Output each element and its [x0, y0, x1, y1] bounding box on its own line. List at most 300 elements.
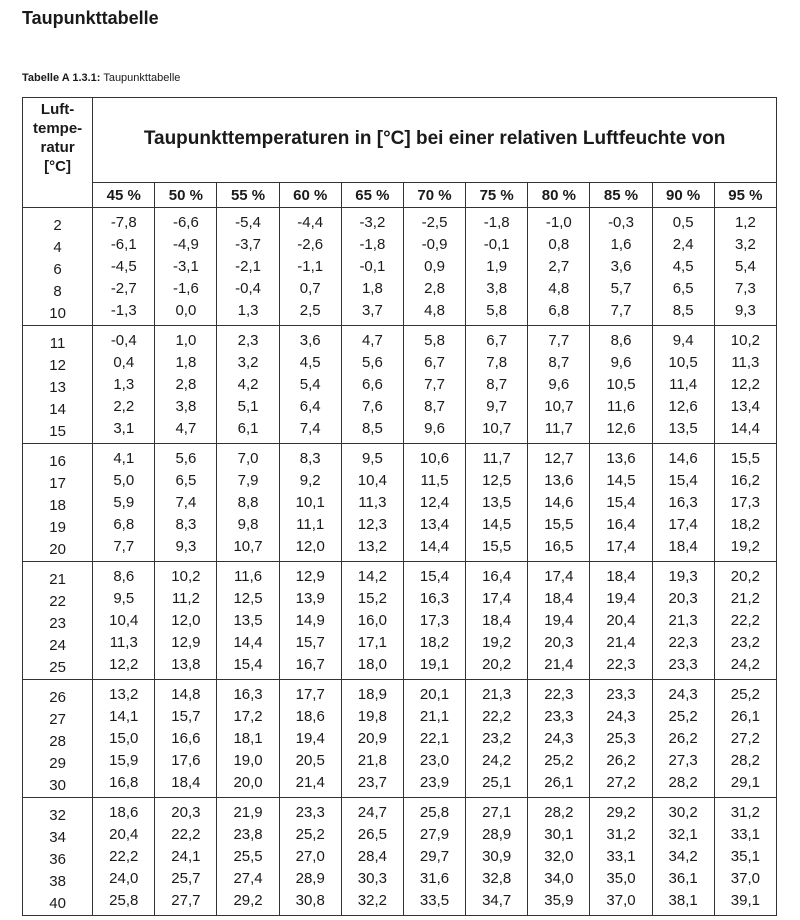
dewpoint-value: 7,3 — [734, 280, 756, 297]
dewpoint-value: -5,4 — [235, 214, 261, 231]
air-temperature-value: 40 — [49, 895, 66, 912]
table-row-group — [23, 798, 777, 916]
dewpoint-value: 2,2 — [113, 398, 135, 415]
dewpoint-value: 5,6 — [175, 450, 197, 467]
dewpoint-value: 16,2 — [730, 472, 760, 489]
dewpoint-value: 25,7 — [171, 870, 201, 887]
dewpoint-cell — [714, 562, 776, 680]
dewpoint-value: 23,7 — [357, 774, 387, 791]
air-temperature-value: 11 — [49, 335, 66, 352]
dewpoint-value: 5,1 — [237, 398, 259, 415]
dewpoint-value: 27,2 — [606, 774, 636, 791]
dewpoint-value: 12,2 — [109, 656, 139, 673]
dewpoint-value: 12,3 — [357, 516, 387, 533]
dewpoint-value: 28,2 — [730, 752, 760, 769]
air-temperature-value: 23 — [49, 615, 66, 632]
dewpoint-value: 4,1 — [113, 450, 135, 467]
dewpoint-value: 5,4 — [734, 258, 756, 275]
dewpoint-value: 21,4 — [295, 774, 325, 791]
dewpoint-cell — [341, 562, 403, 680]
dewpoint-value: 2,5 — [299, 302, 321, 319]
dewpoint-value: 20,4 — [109, 826, 139, 843]
dewpoint-value: -3,7 — [235, 236, 261, 253]
dewpoint-cell — [403, 798, 465, 916]
dewpoint-value: 7,7 — [113, 538, 135, 555]
dewpoint-cell — [466, 208, 528, 326]
dewpoint-value: 35,9 — [544, 892, 574, 909]
dewpoint-value: 17,3 — [730, 494, 760, 511]
dewpoint-value: 32,0 — [544, 848, 574, 865]
dewpoint-cell — [93, 326, 155, 444]
dewpoint-value: 33,5 — [419, 892, 450, 909]
dewpoint-value: 21,3 — [668, 612, 698, 629]
dewpoint-value: 10,4 — [357, 472, 387, 489]
dewpoint-value: 8,3 — [299, 450, 321, 467]
dewpoint-value: -6,1 — [110, 236, 137, 253]
dewpoint-cell — [155, 680, 217, 798]
humidity-column-header: 70 % — [403, 183, 465, 208]
dewpoint-value: 30,1 — [544, 826, 574, 843]
dewpoint-value: 9,3 — [734, 302, 756, 319]
dewpoint-value: 16,4 — [606, 516, 636, 533]
air-temperature-header-line: Luft- — [40, 101, 75, 118]
dewpoint-value: 14,4 — [730, 420, 760, 437]
air-temperature-value: 4 — [53, 239, 62, 256]
dewpoint-value: 19,3 — [668, 568, 698, 585]
dewpoint-value: 20,9 — [357, 730, 387, 747]
air-temperature-cell — [23, 208, 93, 326]
table-body — [23, 208, 777, 916]
dewpoint-value: -2,1 — [235, 258, 261, 275]
dewpoint-value: 13,8 — [171, 656, 201, 673]
dewpoint-value: 11,5 — [420, 472, 449, 489]
dewpoint-value: 3,1 — [113, 420, 135, 437]
dewpoint-value: 20,3 — [668, 590, 698, 607]
humidity-column-header: 75 % — [466, 183, 528, 208]
humidity-column-header: 45 % — [93, 183, 155, 208]
dewpoint-cell — [590, 208, 652, 326]
dewpoint-value: 34,7 — [482, 892, 512, 909]
air-temperature-value: 34 — [49, 829, 66, 846]
dewpoint-value: 22,2 — [171, 826, 201, 843]
dewpoint-value: 2,8 — [175, 376, 197, 393]
air-temperature-value: 36 — [49, 851, 66, 868]
dewpoint-value: 22,3 — [606, 656, 636, 673]
dewpoint-value: 32,8 — [482, 870, 512, 887]
table-caption-text: Taupunkttabelle — [100, 72, 181, 84]
dewpoint-value: 12,0 — [171, 612, 201, 629]
dewpoint-cell — [528, 208, 590, 326]
dewpoint-value: 13,5 — [233, 612, 263, 629]
dewpoint-value: 23,0 — [419, 752, 450, 769]
table-row-group — [23, 680, 777, 798]
dewpoint-cell — [652, 326, 714, 444]
dewpoint-cell — [590, 798, 652, 916]
dewpoint-value: 12,6 — [668, 398, 698, 415]
humidity-column-header: 65 % — [341, 183, 403, 208]
dewpoint-value: 9,6 — [610, 354, 632, 371]
dewpoint-cell — [341, 326, 403, 444]
humidity-column-header: 80 % — [528, 183, 590, 208]
dewpoint-value: 26,1 — [730, 708, 760, 725]
dewpoint-value: 20,1 — [419, 686, 450, 703]
dewpoint-value: 21,3 — [482, 686, 512, 703]
dewpoint-cell — [403, 444, 465, 562]
dewpoint-value: 0,9 — [424, 258, 445, 275]
dewpoint-value: 15,4 — [419, 568, 450, 585]
dewpoint-value: 1,9 — [486, 258, 508, 275]
dewpoint-value: 13,2 — [109, 686, 139, 703]
dewpoint-value: -2,6 — [297, 236, 324, 253]
dewpoint-value: 9,5 — [361, 450, 383, 467]
dewpoint-value: 12,2 — [730, 376, 760, 393]
dewpoint-value: 11,7 — [482, 450, 511, 467]
dewpoint-value: 16,3 — [233, 686, 263, 703]
dewpoint-value: 4,8 — [548, 280, 570, 297]
dewpoint-value: 18,4 — [482, 612, 512, 629]
page-title: Taupunkttabelle — [22, 8, 159, 28]
dewpoint-value: 27,0 — [295, 848, 325, 865]
dewpoint-cell — [279, 326, 341, 444]
air-temperature-value: 22 — [49, 593, 66, 610]
dewpoint-value: 18,4 — [544, 590, 574, 607]
dewpoint-value: 23,3 — [606, 686, 636, 703]
dewpoint-cell — [403, 680, 465, 798]
dewpoint-value: 19,4 — [544, 612, 574, 629]
dewpoint-table — [22, 97, 777, 916]
dewpoint-value: 4,5 — [299, 354, 321, 371]
dewpoint-value: 12,5 — [233, 590, 263, 607]
dewpoint-value: -6,6 — [172, 214, 199, 231]
dewpoint-value: 5,4 — [299, 376, 321, 393]
dewpoint-value: 15,7 — [171, 708, 201, 725]
dewpoint-value: 25,1 — [482, 774, 512, 791]
dewpoint-value: 8,7 — [548, 354, 570, 371]
dewpoint-value: 10,2 — [730, 332, 760, 349]
dewpoint-value: 8,3 — [175, 516, 197, 533]
dewpoint-value: 12,9 — [295, 568, 325, 585]
air-temperature-value: 20 — [49, 541, 66, 558]
dewpoint-value: 8,6 — [113, 568, 135, 585]
humidity-column-header: 85 % — [590, 183, 652, 208]
air-temperature-value: 27 — [49, 711, 66, 728]
dewpoint-cell — [217, 444, 279, 562]
table-row-group — [23, 562, 777, 680]
dewpoint-value: 10,5 — [668, 354, 698, 371]
dewpoint-value: 29,2 — [606, 804, 636, 821]
dewpoint-cell — [652, 208, 714, 326]
dewpoint-value: -2,7 — [110, 280, 137, 297]
table-row-group — [23, 444, 777, 562]
dewpoint-value: 17,2 — [233, 708, 263, 725]
dewpoint-value: 9,7 — [486, 398, 508, 415]
dewpoint-value: 25,8 — [419, 804, 450, 821]
humidity-column-header: 50 % — [155, 183, 217, 208]
dewpoint-value: 3,7 — [361, 302, 383, 319]
dewpoint-value: 34,0 — [544, 870, 574, 887]
dewpoint-value: -0,1 — [483, 236, 510, 253]
dewpoint-value: 28,4 — [357, 848, 387, 865]
dewpoint-value: 19,1 — [419, 656, 450, 673]
humidity-header-row — [23, 183, 777, 208]
air-temperature-value: 8 — [53, 283, 62, 300]
dewpoint-value: 7,7 — [610, 302, 632, 319]
table-row-group — [23, 326, 777, 444]
dewpoint-value: 11,2 — [171, 590, 200, 607]
table-caption — [22, 72, 180, 84]
dewpoint-value: 11,3 — [358, 494, 387, 511]
dewpoint-value: 1,2 — [734, 214, 756, 231]
dewpoint-value: 6,7 — [486, 332, 508, 349]
dewpoint-value: 4,2 — [237, 376, 259, 393]
dewpoint-value: 12,4 — [419, 494, 450, 511]
dewpoint-value: 28,9 — [482, 826, 512, 843]
dewpoint-value: 16,3 — [668, 494, 698, 511]
dewpoint-cell — [93, 680, 155, 798]
dewpoint-value: -4,4 — [297, 214, 324, 231]
dewpoint-value: 1,0 — [175, 332, 197, 349]
dewpoint-value: 14,9 — [295, 612, 325, 629]
dewpoint-value: 15,5 — [730, 450, 760, 467]
dewpoint-value: 8,7 — [486, 376, 508, 393]
dewpoint-value: 18,1 — [233, 730, 263, 747]
air-temperature-value: 12 — [49, 357, 66, 374]
dewpoint-cell — [466, 326, 528, 444]
dewpoint-value: 30,8 — [295, 892, 325, 909]
dewpoint-value: 12,5 — [482, 472, 512, 489]
dewpoint-value: 0,7 — [299, 280, 321, 297]
dewpoint-cell — [155, 798, 217, 916]
dewpoint-value: 10,4 — [109, 612, 139, 629]
dewpoint-value: 31,6 — [419, 870, 450, 887]
dewpoint-value: 38,1 — [668, 892, 698, 909]
dewpoint-cell — [279, 208, 341, 326]
humidity-column-header: 60 % — [279, 183, 341, 208]
dewpoint-cell — [652, 444, 714, 562]
dewpoint-value: 17,4 — [668, 516, 698, 533]
air-temperature-value: 19 — [49, 519, 66, 536]
dewpoint-value: 11,6 — [234, 568, 263, 585]
dewpoint-value: 11,1 — [296, 516, 325, 533]
air-temperature-value: 18 — [49, 497, 66, 514]
dewpoint-value: 10,2 — [171, 568, 201, 585]
dewpoint-value: -3,1 — [172, 258, 199, 275]
dewpoint-cell — [714, 680, 776, 798]
table-caption-number: Tabelle A 1.3.1: — [22, 72, 101, 84]
dewpoint-value: 2,3 — [237, 332, 259, 349]
dewpoint-value: 6,8 — [113, 516, 135, 533]
dewpoint-value: 33,1 — [730, 826, 760, 843]
dewpoint-value: 21,4 — [544, 656, 574, 673]
dewpoint-value: 5,0 — [113, 472, 135, 489]
dewpoint-value: -1,8 — [483, 214, 510, 231]
dewpoint-value: 21,1 — [419, 708, 450, 725]
dewpoint-value: 37,0 — [606, 892, 636, 909]
dewpoint-cell — [403, 562, 465, 680]
air-temperature-cell — [23, 680, 93, 798]
dewpoint-value: 12,9 — [171, 634, 201, 651]
dewpoint-value: 15,5 — [544, 516, 574, 533]
dewpoint-value: 14,6 — [668, 450, 698, 467]
dewpoint-value: -4,5 — [110, 258, 137, 275]
air-temperature-value: 25 — [49, 659, 66, 676]
dewpoint-value: -0,1 — [359, 258, 386, 275]
dewpoint-value: 13,2 — [357, 538, 387, 555]
dewpoint-value: 6,7 — [424, 354, 445, 371]
dewpoint-value: -0,3 — [608, 214, 634, 231]
dewpoint-value: 25,2 — [544, 752, 574, 769]
dewpoint-value: 39,1 — [730, 892, 760, 909]
dewpoint-value: 14,5 — [606, 472, 636, 489]
dewpoint-value: 4,8 — [424, 302, 445, 319]
dewpoint-cell — [93, 444, 155, 562]
dewpoint-value: 18,4 — [668, 538, 698, 555]
dewpoint-value: 7,6 — [361, 398, 383, 415]
dewpoint-main-header: Taupunkttemperaturen in [°C] bei einer relativen Luftfeuchte von — [143, 128, 726, 149]
dewpoint-cell — [652, 562, 714, 680]
dewpoint-value: 30,2 — [668, 804, 698, 821]
dewpoint-value: 24,3 — [544, 730, 574, 747]
dewpoint-value: 9,3 — [175, 538, 197, 555]
humidity-column-header: 95 % — [714, 183, 776, 208]
dewpoint-value: 23,3 — [668, 656, 698, 673]
dewpoint-cell — [155, 562, 217, 680]
dewpoint-value: 14,6 — [544, 494, 574, 511]
dewpoint-value: 1,8 — [361, 280, 383, 297]
dewpoint-value: 29,7 — [419, 848, 450, 865]
dewpoint-value: 22,3 — [544, 686, 574, 703]
dewpoint-cell — [279, 680, 341, 798]
dewpoint-value: 5,6 — [361, 354, 383, 371]
dewpoint-value: 13,6 — [606, 450, 636, 467]
dewpoint-value: 36,1 — [668, 870, 698, 887]
dewpoint-cell — [341, 680, 403, 798]
dewpoint-cell — [466, 680, 528, 798]
dewpoint-value: -1,1 — [297, 258, 324, 275]
dewpoint-value: 21,4 — [606, 634, 636, 651]
dewpoint-value: 13,5 — [482, 494, 512, 511]
dewpoint-value: 9,8 — [237, 516, 259, 533]
dewpoint-value: -2,5 — [421, 214, 448, 231]
dewpoint-value: 11,6 — [606, 398, 636, 415]
humidity-column-header: 55 % — [217, 183, 279, 208]
dewpoint-value: 13,5 — [668, 420, 698, 437]
dewpoint-value: 5,9 — [113, 494, 135, 511]
dewpoint-value: 26,5 — [357, 826, 387, 843]
dewpoint-value: 10,5 — [606, 376, 636, 393]
dewpoint-value: 29,2 — [233, 892, 263, 909]
dewpoint-value: 17,4 — [482, 590, 512, 607]
dewpoint-value: 5,8 — [486, 302, 508, 319]
dewpoint-cell — [528, 562, 590, 680]
dewpoint-cell — [155, 444, 217, 562]
dewpoint-value: 13,4 — [419, 516, 450, 533]
dewpoint-value: 15,0 — [109, 730, 139, 747]
dewpoint-value: 6,5 — [175, 472, 197, 489]
dewpoint-value: 15,4 — [668, 472, 698, 489]
dewpoint-value: 5,7 — [610, 280, 632, 297]
dewpoint-cell — [652, 680, 714, 798]
dewpoint-cell — [403, 326, 465, 444]
dewpoint-value: 15,5 — [482, 538, 512, 555]
dewpoint-value: 1,8 — [175, 354, 197, 371]
dewpoint-value: 15,9 — [109, 752, 139, 769]
air-temperature-value: 30 — [49, 777, 66, 794]
table-row-group — [23, 208, 777, 326]
dewpoint-value: 27,1 — [482, 804, 512, 821]
dewpoint-value: 35,0 — [606, 870, 636, 887]
dewpoint-value: 19,2 — [482, 634, 512, 651]
air-temperature-value: 26 — [49, 689, 66, 706]
air-temperature-value: 14 — [49, 401, 66, 418]
dewpoint-value: 6,8 — [548, 302, 570, 319]
air-temperature-value: 6 — [53, 261, 62, 278]
dewpoint-value: 18,0 — [357, 656, 387, 673]
dewpoint-value: 9,4 — [672, 332, 694, 349]
dewpoint-value: 16,3 — [419, 590, 450, 607]
air-temperature-cell — [23, 326, 93, 444]
dewpoint-value: 7,8 — [486, 354, 508, 371]
dewpoint-value: -0,4 — [235, 280, 261, 297]
dewpoint-value: 0,0 — [175, 302, 197, 319]
dewpoint-value: 28,9 — [295, 870, 325, 887]
air-temperature-header-line: ratur — [40, 139, 75, 156]
dewpoint-cell — [528, 444, 590, 562]
dewpoint-value: 25,3 — [606, 730, 636, 747]
dewpoint-cell — [279, 798, 341, 916]
dewpoint-value: 25,2 — [668, 708, 698, 725]
dewpoint-cell — [341, 444, 403, 562]
dewpoint-value: 17,6 — [171, 752, 201, 769]
dewpoint-value: 19,8 — [357, 708, 387, 725]
dewpoint-value: 10,6 — [419, 450, 450, 467]
dewpoint-value: 31,2 — [606, 826, 636, 843]
dewpoint-value: 16,4 — [482, 568, 512, 585]
dewpoint-cell — [590, 444, 652, 562]
dewpoint-value: 32,1 — [668, 826, 698, 843]
dewpoint-cell — [279, 444, 341, 562]
air-temperature-value: 28 — [49, 733, 66, 750]
dewpoint-value: 25,2 — [295, 826, 325, 843]
dewpoint-value: 8,7 — [424, 398, 445, 415]
dewpoint-cell — [528, 680, 590, 798]
dewpoint-value: 24,1 — [171, 848, 201, 865]
dewpoint-cell — [652, 798, 714, 916]
dewpoint-cell — [217, 326, 279, 444]
dewpoint-value: 15,7 — [295, 634, 325, 651]
air-temperature-value: 10 — [49, 305, 66, 322]
dewpoint-value: 20,2 — [482, 656, 512, 673]
air-temperature-cell — [23, 798, 93, 916]
dewpoint-value: 23,9 — [419, 774, 450, 791]
dewpoint-value: 23,2 — [482, 730, 512, 747]
dewpoint-value: -0,9 — [421, 236, 448, 253]
dewpoint-value: 24,3 — [606, 708, 636, 725]
dewpoint-value: 21,8 — [357, 752, 387, 769]
dewpoint-value: 37,0 — [730, 870, 760, 887]
dewpoint-cell — [155, 208, 217, 326]
dewpoint-cell — [93, 562, 155, 680]
dewpoint-value: 3,6 — [610, 258, 632, 275]
dewpoint-value: 17,1 — [357, 634, 387, 651]
dewpoint-value: 22,2 — [109, 848, 139, 865]
dewpoint-value: 6,1 — [237, 420, 259, 437]
dewpoint-value: 3,2 — [734, 236, 756, 253]
dewpoint-value: -1,0 — [545, 214, 572, 231]
air-temperature-header-line: tempe- — [32, 120, 83, 137]
dewpoint-value: 30,3 — [357, 870, 387, 887]
dewpoint-value: 11,4 — [669, 376, 698, 393]
